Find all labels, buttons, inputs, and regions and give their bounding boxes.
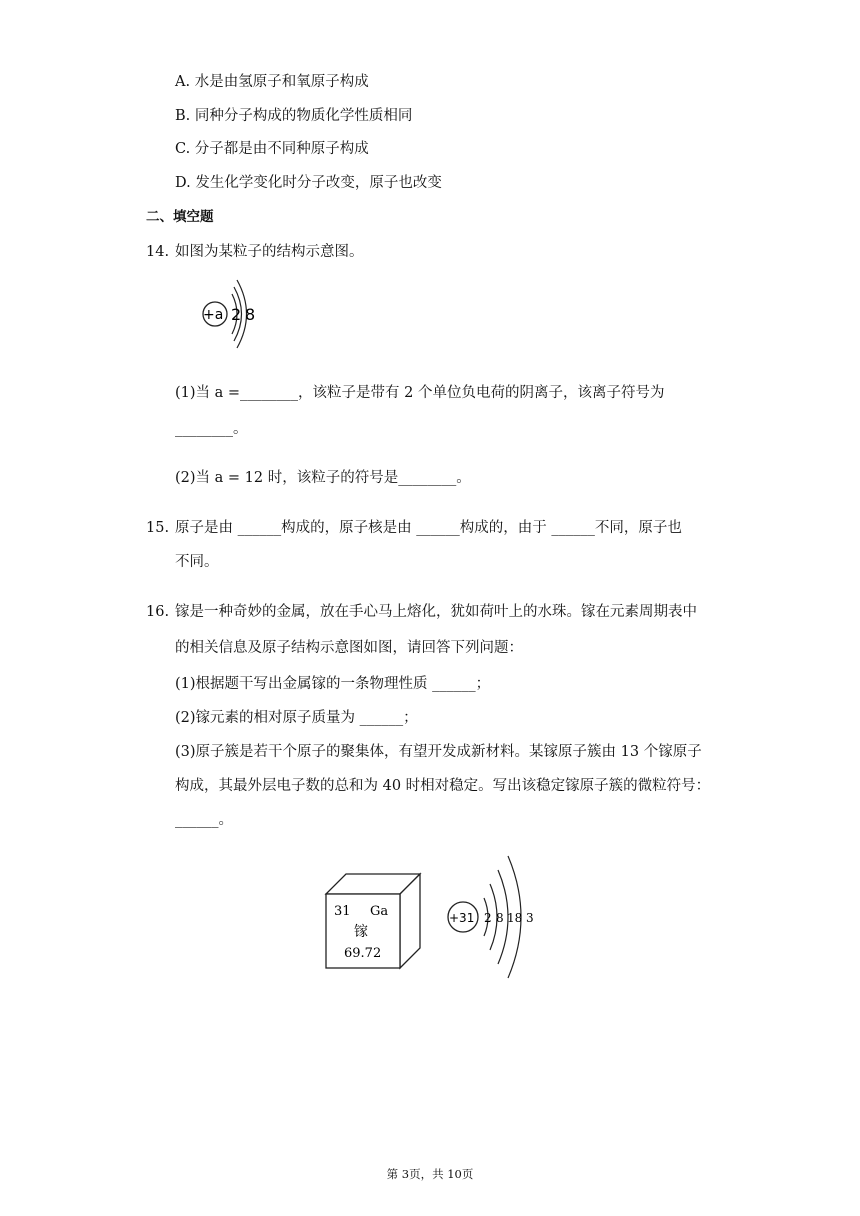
page-footer: 第 3页，共 10页: [386, 1167, 474, 1181]
q16-line1: 镓是一种奇妙的金属，放在手心马上熔化，犹如荷叶上的水珠。镓在元素周期表中: [175, 604, 697, 620]
q15-line2: 不同。: [175, 554, 219, 570]
q16-part3-line2: 构成，其最外层电子数的总和为 40 时相对稳定。写出该稳定镓原子簇的微粒符号：: [175, 778, 711, 794]
gallium-symbol: Ga: [370, 904, 389, 919]
q14-nucleus-label: +a: [203, 307, 224, 323]
q14-shell-2-electrons: 8: [245, 305, 256, 324]
q14-part1-line1: (1)当 a =________，该粒子是带有 2 个单位负电荷的阴离子，该离子符号为: [175, 385, 665, 401]
gallium-shell-3-electrons: 18: [507, 911, 523, 925]
q15-line1: 原子是由 ______构成的，原子核是由 ______构成的，由于 ______不同，原子也: [175, 520, 682, 536]
q13-option-b: B. 同种分子构成的物质化学性质相同: [175, 108, 413, 124]
q13-option-d: D. 发生化学变化时分子改变，原子也改变: [175, 175, 442, 191]
q16-number: 16.: [146, 604, 170, 620]
gallium-shell-4-electrons: 3: [526, 911, 534, 925]
q14-stem: 如图为某粒子的结构示意图。: [175, 244, 364, 260]
q14-part2: (2)当 a = 12 时，该粒子的符号是________。: [175, 470, 471, 486]
q13-option-a: A. 水是由氢原子和氧原子构成: [175, 74, 369, 90]
q14-shell-1-electrons: 2: [231, 305, 242, 324]
q16-part3-line3: ______。: [175, 812, 233, 828]
gallium-shell-2-electrons: 8: [496, 911, 504, 925]
q13-option-c: C. 分子都是由不同种原子构成: [175, 141, 369, 157]
q14-number: 14.: [146, 244, 170, 260]
gallium-atomic-mass: 69.72: [344, 946, 382, 961]
gallium-nucleus-label: +31: [449, 911, 475, 925]
gallium-atomic-number: 31: [334, 904, 351, 919]
q14-atom-diagram: [196, 278, 266, 350]
gallium-atom-diagram: [446, 850, 538, 982]
q14-part1-line2: ________。: [175, 421, 248, 437]
q16-part2: (2)镓元素的相对原子质量为 ______；: [175, 710, 418, 726]
q16-line2: 的相关信息及原子结构示意图如图，请回答下列问题：: [175, 640, 523, 656]
section-title: 二、填空题: [146, 209, 214, 225]
gallium-name: 镓: [354, 924, 368, 940]
q15-number: 15.: [146, 520, 170, 536]
gallium-element-card: [326, 874, 422, 970]
q16-part3-line1: (3)原子簇是若干个原子的聚集体，有望开发成新材料。某镓原子簇由 13 个镓原子: [175, 744, 702, 760]
gallium-shell-1-electrons: 2: [484, 911, 492, 925]
q16-part1: (1)根据题干写出金属镓的一条物理性质 ______；: [175, 676, 491, 692]
